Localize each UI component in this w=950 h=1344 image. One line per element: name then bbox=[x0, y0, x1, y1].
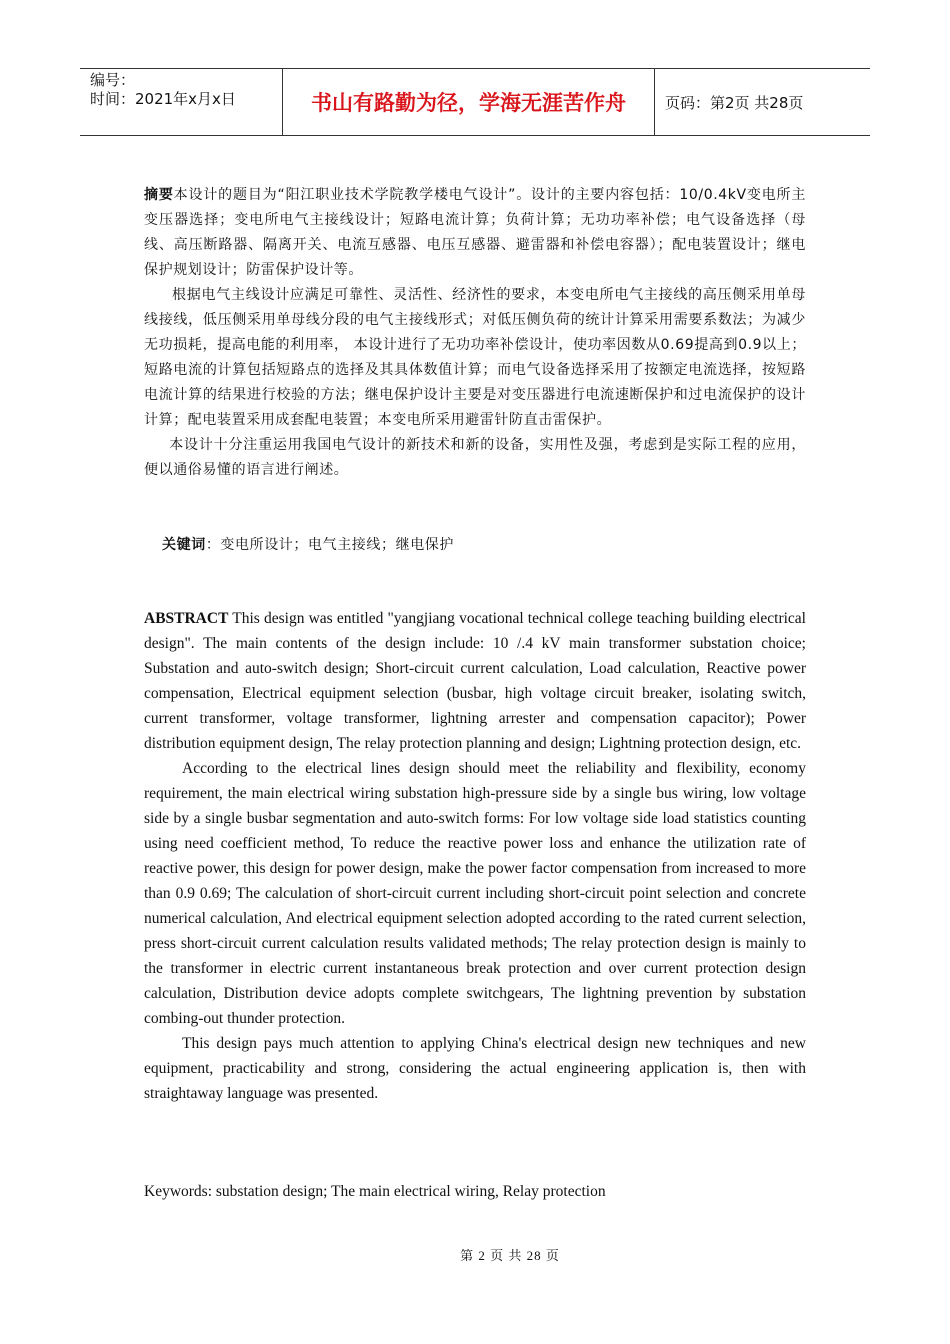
header-divider-right bbox=[654, 69, 655, 135]
abstract-cn-paragraph-1 bbox=[144, 183, 806, 283]
header-page-info: 页码：第2页 共28页 bbox=[665, 93, 804, 112]
abstract-cn-p1-text: 本设计的题目为“阳江职业技术学院教学楼电气设计”。设计的主要内容包括：10/0.4kV变电所主变压器选择；变电所电气主接线设计；短路电流计算；负荷计算；无功功率补偿；电气设备选择（母线、高压断路器、隔离开关、电流互感器、电压互感器、避雷器和补偿电容器）；配电装置设计；继电保护规划设计；防雷保护设计等。 bbox=[144, 187, 806, 278]
serial-number-label: 编号： bbox=[90, 71, 136, 89]
abstract-cn-heading: 摘要 bbox=[144, 187, 174, 203]
header-motto: 书山有路勤为径，学海无涯苦作舟 bbox=[311, 91, 626, 115]
abstract-en-paragraph-3: This design pays much attention to applying China's electrical design new techniques and new equipment, practicability and strong, considering the actual engineering application is, then with straightaway language was presented. bbox=[144, 1035, 806, 1102]
keywords-cn-text: ：变电所设计；电气主接线；继电保护 bbox=[205, 537, 455, 553]
abstract-cn-paragraph-2: 根据电气主线设计应满足可靠性、灵活性、经济性的要求，本变电所电气主接线的高压侧采用单母线接线，低压侧采用单母线分段的电气主接线形式；对低压侧负荷的统计计算采用需要系数法；为减少无功损耗，提高电能的利用率， 本设计进行了无功功率补偿设计，使功率因数从0.69提高到0.9以上；短路电流的计算包括短路点的选择及其具体数值计算；而电气设备选择采用了按额定电流选择，按短路电流计算的结果进行校验的方法；继电保护设计主要是对变压器进行电流速断保护和过电流保护的设计计算；配电装置采用成套配电装置；本变电所采用避雷针防直击雷保护。 bbox=[144, 287, 806, 428]
date-label: 时间：2021年x月x日 bbox=[90, 90, 236, 108]
keywords-english: Keywords: substation design; The main electrical wiring, Relay protection bbox=[144, 1183, 606, 1200]
page-footer: 第 2 页 共 28 页 bbox=[460, 1248, 560, 1263]
abstract-en-heading: ABSTRACT bbox=[144, 610, 229, 627]
abstract-en-paragraph-2: According to the electrical lines design should meet the reliability and flexibility, economy requirement, the main electrical wiring substation high-pressure side by a single bus wiring, low voltage side by a single busbar segmentation and auto-switch forms: For low voltage side load statistics counting using need coefficient method, To reduce the reactive power loss and enhance the utilization rate of reactive power, this design for power design, make the power factor compensation from increased to more than 0.9 0.69; The calculation of short-circuit current including short-circuit point selection and concrete numerical calculation, And electrical equipment selection adopted according to the rated current selection, press short-circuit current calculation results validated methods; The relay protection design is mainly to the transformer in electric current instantaneous break protection and over current protection design calculation, Distribution device adopts complete switchgears, The lightning prevention by substation combing-out thunder protection. bbox=[144, 760, 806, 1027]
keywords-cn-label: 关键词 bbox=[162, 537, 206, 553]
keywords-chinese bbox=[162, 533, 454, 558]
abstract-chinese bbox=[144, 183, 806, 483]
abstract-english bbox=[144, 606, 806, 1106]
page-header bbox=[80, 68, 870, 136]
abstract-en-p1-text: This design was entitled "yangjiang vocational technical college teaching building electrical design". The main contents of the design include: 10 /.4 kV main transformer substation choice; Substation and auto-switch design; Short-circuit current calculation, Load calculation, Reactive power compensation, Electrical equipment selection (busbar, high voltage circuit breaker, isolating switch, current transformer, voltage transformer, lightning arrester and compensation capacitor); Power distribution equipment design, The relay protection planning and design; Lightning protection design, etc. bbox=[144, 610, 806, 752]
abstract-cn-paragraph-3: 本设计十分注重运用我国电气设计的新技术和新的设备，实用性及强，考虑到是实际工程的应用，便以通俗易懂的语言进行阐述。 bbox=[144, 437, 806, 478]
abstract-en-paragraph-1 bbox=[144, 606, 806, 756]
header-meta bbox=[90, 71, 280, 109]
